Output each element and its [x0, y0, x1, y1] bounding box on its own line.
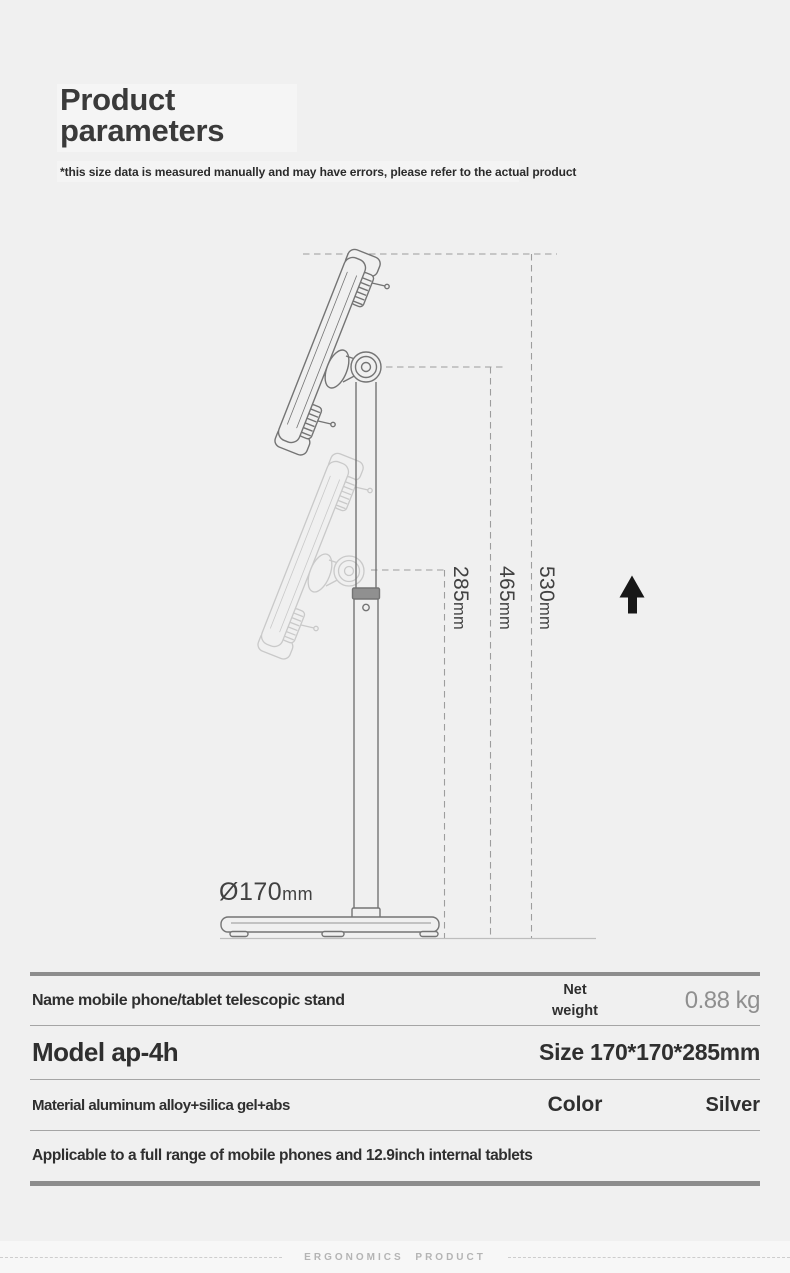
spec-color-value: Silver: [705, 1093, 760, 1116]
dimension-285: [448, 566, 472, 630]
dimension-285-unit: mm: [450, 601, 468, 631]
spec-net-weight-label: Net weight: [552, 982, 598, 1019]
base-diameter-unit: mm: [282, 884, 314, 904]
telescopic-pole: [352, 382, 380, 919]
stand-base: [221, 917, 439, 937]
spec-color-label: Color: [547, 1093, 603, 1116]
dimension-465-unit: mm: [496, 601, 514, 631]
spec-net-weight-value: 0.88 kg: [684, 986, 760, 1014]
spec-size: Size 170*170*285mm: [539, 1039, 760, 1065]
tablet-holder-ghost: [256, 451, 372, 661]
adjustment-hole: [363, 604, 369, 610]
spec-applicable: Applicable to a full range of mobile phones and 12.9inch internal tablets: [32, 1147, 533, 1164]
base-diameter-label: [219, 878, 313, 907]
spec-row-applicable: [30, 1131, 760, 1181]
spec-model: Model ap-4h: [32, 1037, 179, 1067]
base-diameter-value: Ø170: [219, 878, 283, 906]
dimension-285-value: 285: [449, 566, 472, 602]
page-footer: [0, 1241, 790, 1273]
dimension-530: [534, 566, 558, 630]
dimension-465-value: 465: [495, 566, 518, 602]
spec-row-material: [30, 1080, 760, 1131]
page-title-line2: parameters: [60, 113, 225, 148]
spec-table: [30, 972, 760, 1186]
footer-dashed-rule-left: [0, 1257, 282, 1258]
spec-row-model: [30, 1026, 760, 1080]
telescope-collar: [353, 588, 380, 599]
footer-dashed-rule-right: [508, 1257, 790, 1258]
dimension-530-unit: mm: [536, 601, 554, 631]
page-title-line1: Product: [60, 82, 176, 117]
tablet-holder: [273, 247, 389, 457]
footer-label: ERGONOMICS PRODUCT: [304, 1251, 486, 1263]
spec-name: Name mobile phone/tablet telescopic stand: [32, 991, 345, 1009]
disclaimer-text: *this size data is measured manually and may have errors, please refer to the actual product: [60, 165, 577, 179]
spec-row-name: [30, 976, 760, 1026]
dimension-530-value: 530: [535, 566, 558, 602]
dimension-465: [494, 566, 518, 630]
up-arrow-icon: [620, 576, 645, 614]
spec-material: Material aluminum alloy+silica gel+abs: [32, 1096, 290, 1114]
